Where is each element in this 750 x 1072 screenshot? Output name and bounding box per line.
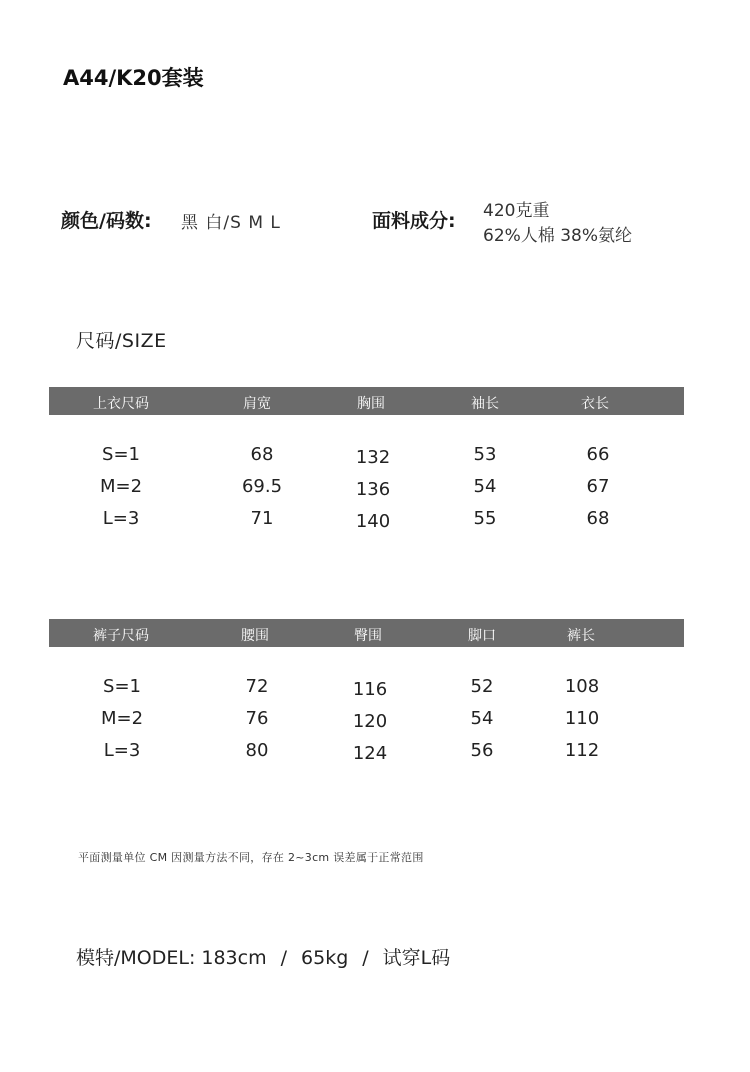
table-cell: 54 <box>470 708 494 729</box>
table-cell: 67 <box>586 476 610 497</box>
table-cell: 140 <box>355 511 391 532</box>
product-title: A44/K20套装 <box>63 66 204 90</box>
table-cell: 56 <box>470 740 494 761</box>
top-header-sleeve: 袖长 <box>471 396 499 412</box>
model-separator: / <box>280 947 288 969</box>
table-cell: 124 <box>352 743 388 764</box>
table-cell: 53 <box>473 444 497 465</box>
table-cell: M=2 <box>99 476 143 497</box>
fabric-composition: 62%人棉 38%氨纶 <box>483 226 632 246</box>
top-header-size: 上衣尺码 <box>93 396 149 412</box>
pants-header-waist: 腰围 <box>241 628 269 644</box>
fabric-label: 面料成分: <box>372 210 456 232</box>
table-cell: M=2 <box>100 708 144 729</box>
color-size-label: 颜色/码数: <box>61 210 152 232</box>
model-info <box>76 943 450 970</box>
table-cell: 76 <box>245 708 269 729</box>
top-header-length: 衣长 <box>581 396 609 412</box>
model-label: 模特/MODEL: <box>76 947 196 969</box>
model-weight: 65kg <box>301 947 349 969</box>
model-separator: / <box>362 947 369 969</box>
table-cell: 66 <box>586 444 610 465</box>
color-size-value: 黑 白/S M L <box>181 213 281 233</box>
table-cell: 54 <box>473 476 497 497</box>
pants-header-size: 裤子尺码 <box>93 628 149 644</box>
table-cell: 52 <box>470 676 494 697</box>
table-cell: 132 <box>355 447 391 468</box>
table-cell: 68 <box>586 508 610 529</box>
table-cell: 112 <box>564 740 600 761</box>
table-cell: 120 <box>352 711 388 732</box>
table-cell: 80 <box>245 740 269 761</box>
size-section-title: 尺码/SIZE <box>76 330 167 352</box>
table-cell: 71 <box>250 508 274 529</box>
top-header-chest: 胸围 <box>357 396 385 412</box>
table-cell: 68 <box>250 444 274 465</box>
table-cell: S=1 <box>102 444 140 465</box>
measurement-note: 平面测量单位 CM 因测量方法不同，存在 2~3cm 误差属于正常范围 <box>78 851 424 864</box>
pants-header-length: 裤长 <box>567 628 595 644</box>
pants-header-leg-opening: 脚口 <box>468 628 496 644</box>
model-fit-size: 试穿L码 <box>382 947 451 969</box>
table-cell: 116 <box>352 679 388 700</box>
table-cell: L=3 <box>102 508 140 529</box>
model-height: 183cm <box>201 947 267 969</box>
table-cell: 108 <box>564 676 600 697</box>
top-header-shoulder: 肩宽 <box>243 396 271 412</box>
table-cell: 55 <box>473 508 497 529</box>
top-table-header <box>49 387 684 415</box>
table-cell: L=3 <box>103 740 141 761</box>
table-cell: 136 <box>355 479 391 500</box>
table-cell: 72 <box>245 676 269 697</box>
fabric-weight: 420克重 <box>483 201 550 221</box>
pants-table-header <box>49 619 684 647</box>
table-cell: S=1 <box>103 676 141 697</box>
table-cell: 110 <box>564 708 600 729</box>
pants-header-hip: 臀围 <box>354 628 382 644</box>
table-cell: 69.5 <box>241 476 283 497</box>
